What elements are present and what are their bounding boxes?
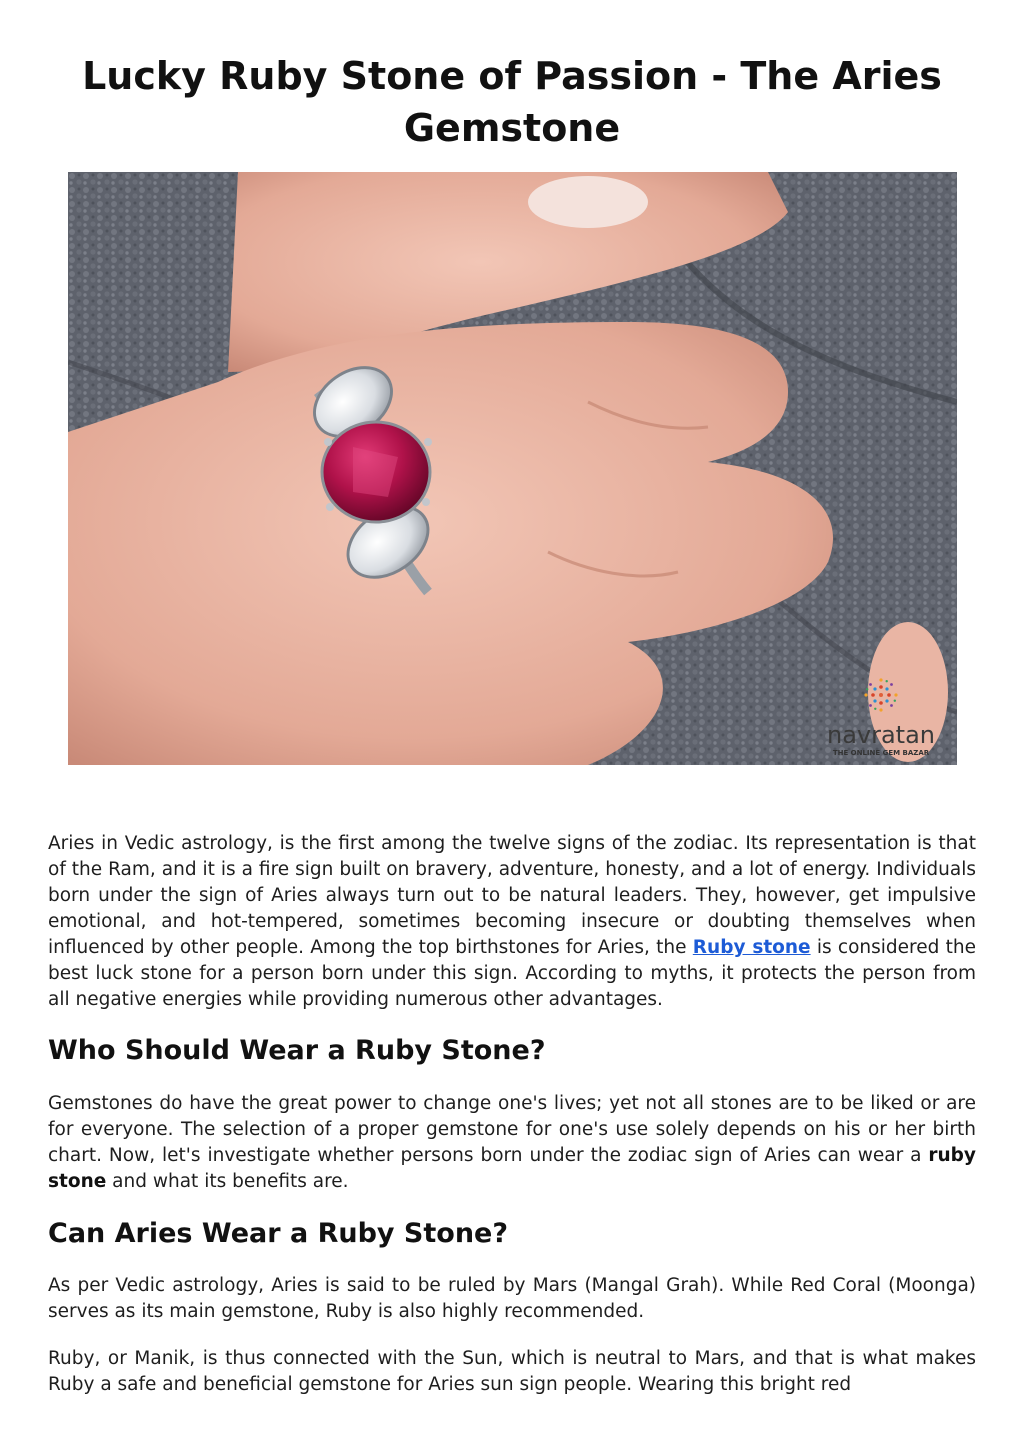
logo-tagline: THE ONLINE GEM BAZAR bbox=[832, 749, 930, 757]
who-text-after-bold: and what its benefits are. bbox=[106, 1171, 349, 1192]
ruby-stone-bold: ruby stone bbox=[48, 1145, 976, 1192]
intro-text-after-link: is considered the best luck stone for a person born under this sign. According to myths, it protects the person from all negative energies while providing numerous other advantages. bbox=[48, 937, 976, 1010]
can-aries-paragraph-2: Ruby, or Manik, is thus connected with the Sun, which is neutral to Mars, and that is what makes Ruby a safe and beneficial gemstone for Aries sun sign people. Wearing this bright red bbox=[48, 1348, 976, 1395]
hero-photo bbox=[68, 172, 957, 765]
heading-can-aries-wear: Can Aries Wear a Ruby Stone? bbox=[48, 1218, 509, 1249]
can-aries-paragraph-1: As per Vedic astrology, Aries is said to be ruled by Mars (Mangal Grah). While Red Coral (Moonga) serves as its main gemstone, Ruby is also highly recommended. bbox=[48, 1275, 976, 1322]
heading-who-should-wear: Who Should Wear a Ruby Stone? bbox=[48, 1035, 546, 1066]
page-title: Lucky Ruby Stone of Passion - The Aries Gemstone bbox=[82, 54, 942, 150]
logo-wordmark: navratan bbox=[826, 721, 936, 749]
intro-text-before-link: Aries in Vedic astrology, is the first among the twelve signs of the zodiac. Its representation is that of the Ram, and it is a fire sign built on bravery, adventure, honesty, and a lot of energy. Individuals born under the sign of Aries always turn out to be natural leaders. They, however, get impulsive emotional, and hot-tempered, sometimes becoming insecure or doubting themselves when influenced by other people. Among the top birthstones for Aries, the bbox=[48, 833, 976, 958]
sunburst-logo-icon bbox=[863, 675, 899, 715]
ruby-stone-link[interactable]: Ruby stone bbox=[692, 937, 811, 958]
who-should-wear-paragraph bbox=[48, 1091, 976, 1195]
intro-paragraph bbox=[48, 831, 976, 1013]
navratan-logo bbox=[811, 675, 951, 759]
who-text-before-bold: Gemstones do have the great power to change one's lives; yet not all stones are to be liked or are for everyone. The selection of a proper gemstone for one's use solely depends on his or her birth chart. Now, let's investigate whether persons born under the zodiac sign of Aries can wear a bbox=[48, 1093, 976, 1166]
